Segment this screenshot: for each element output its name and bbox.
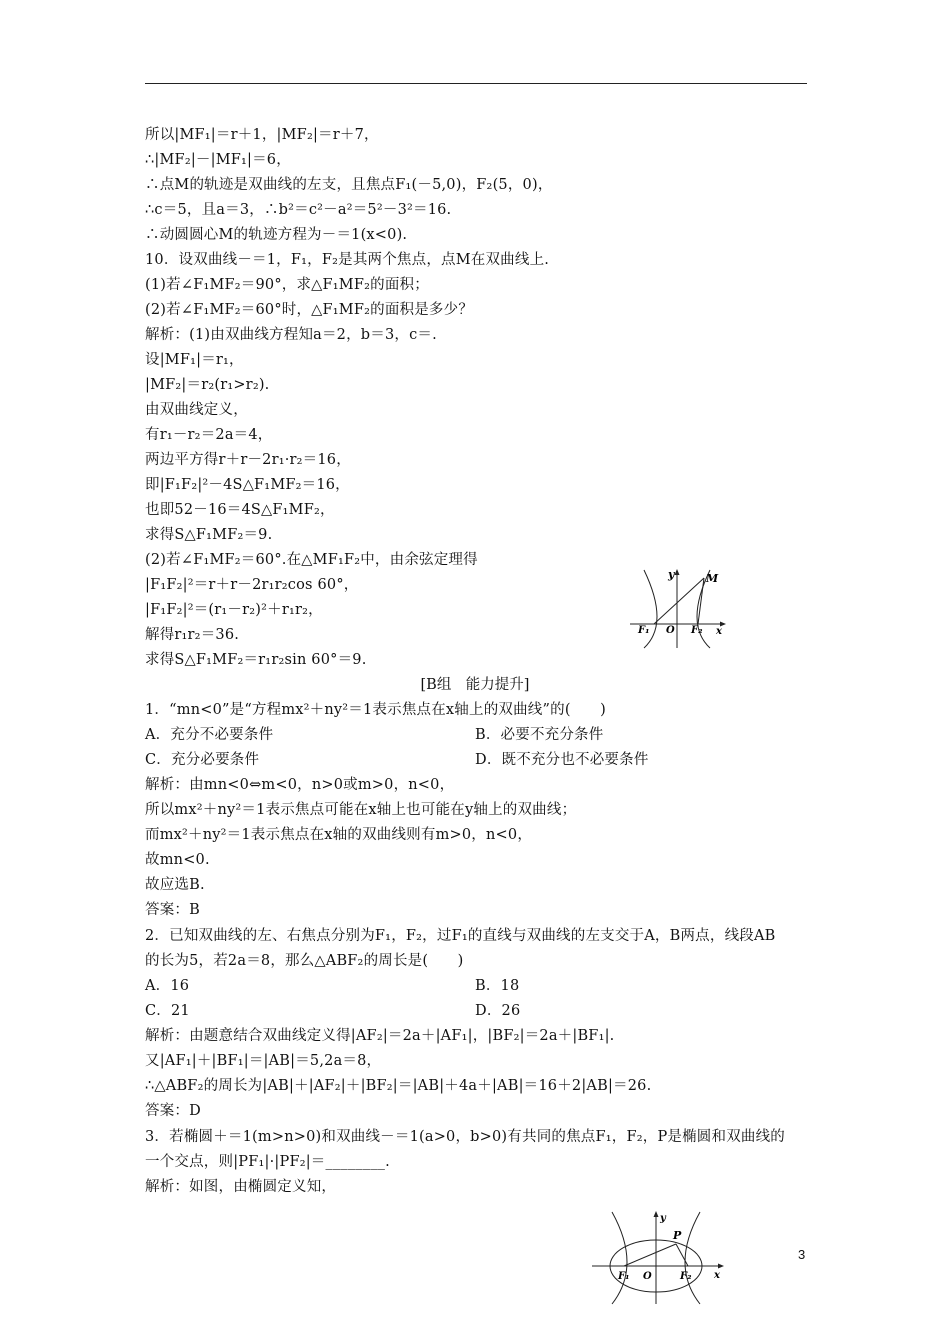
q1-option-b: B．必要不充分条件 bbox=[475, 727, 604, 743]
q2-option-b: B．18 bbox=[475, 978, 520, 994]
text-line: |MF₂|＝r₂(r₁>r₂). bbox=[145, 377, 270, 393]
figure1-y-label: y bbox=[668, 568, 675, 581]
q2-answer: 答案：D bbox=[145, 1103, 201, 1119]
question-2-stem: 2．已知双曲线的左、右焦点分别为F₁，F₂，过F₁的直线与双曲线的左支交于A，B两点，线段AB bbox=[145, 928, 776, 944]
figure2-x-label: x bbox=[714, 1270, 720, 1281]
text-line: |F₁F₂|²＝r＋r－2r₁r₂cos 60°， bbox=[145, 577, 359, 593]
problem-10-stem: 10．设双曲线－＝1，F₁，F₂是其两个焦点，点M在双曲线上. bbox=[145, 252, 550, 268]
q1-option-d: D．既不充分也不必要条件 bbox=[475, 752, 649, 768]
figure1-m-label: M bbox=[706, 572, 719, 585]
q2-analysis-line: 又|AF₁|＋|BF₁|＝|AB|＝5,2a＝8， bbox=[145, 1053, 382, 1069]
text-line: 所以|MF₁|＝r＋1，|MF₂|＝r＋7， bbox=[145, 127, 379, 143]
text-line: 解析：(1)由双曲线方程知a＝2，b＝3，c＝. bbox=[145, 327, 437, 343]
figure1-f1-label: F₁ bbox=[638, 625, 650, 636]
figure2-o-label: O bbox=[643, 1271, 652, 1282]
text-line: 也即52－16＝4S△F₁MF₂， bbox=[145, 502, 335, 518]
question-3-stem: 3．若椭圆＋＝1(m>n>0)和双曲线－＝1(a>0，b>0)有共同的焦点F₁，F₂，P是椭圆和双曲线的 bbox=[145, 1129, 785, 1145]
text-line: 有r₁－r₂＝2a＝4， bbox=[145, 427, 273, 443]
text-line: 两边平方得r＋r－2r₁·r₂＝16， bbox=[145, 452, 351, 468]
figure2-f1-label: F₁ bbox=[618, 1271, 630, 1282]
q2-analysis-line: ∴△ABF₂的周长为|AB|＋|AF₂|＋|BF₂|＝|AB|＋4a＋|AB|＝16＋2|AB|＝26. bbox=[145, 1078, 652, 1094]
q2-option-c: C．21 bbox=[145, 1003, 190, 1019]
q1-analysis-line: 故mn<0. bbox=[145, 852, 210, 868]
q2-option-a: A．16 bbox=[145, 978, 190, 994]
text-line: ∴c＝5，且a＝3，∴b²＝c²－a²＝5²－3²＝16. bbox=[145, 202, 452, 218]
q2-option-d: D．26 bbox=[475, 1003, 521, 1019]
text-line: ∴|MF₂|－|MF₁|＝6， bbox=[145, 152, 291, 168]
figure2-p-label: P bbox=[673, 1229, 682, 1242]
figure1-f2-label: F₂ bbox=[691, 625, 703, 636]
text-line: 由双曲线定义， bbox=[145, 402, 248, 418]
question-1-stem: 1．“mn<0”是“方程mx²＋ny²＝1表示焦点在x轴上的双曲线”的( ) bbox=[145, 702, 606, 718]
figure2-y-label: y bbox=[660, 1213, 666, 1224]
question-2-stem-cont: 的长为5，若2a＝8，那么△ABF₂的周长是( ) bbox=[145, 953, 464, 969]
q1-analysis-line: 解析：由mn<0⇔m<0，n>0或m>0，n<0， bbox=[145, 777, 455, 793]
figure1-x-label: x bbox=[716, 626, 722, 637]
text-line: ∴动圆圆心M的轨迹方程为－＝1(x<0). bbox=[145, 227, 408, 243]
page-number: 3 bbox=[798, 1247, 806, 1262]
text-line: 求得S△F₁MF₂＝r₁r₂sin 60°＝9. bbox=[145, 652, 367, 668]
header-rule bbox=[145, 83, 807, 84]
q1-answer: 答案：B bbox=[145, 902, 200, 918]
text-line: |F₁F₂|²＝(r₁－r₂)²＋r₁r₂， bbox=[145, 602, 323, 618]
q1-analysis-line: 所以mx²＋ny²＝1表示焦点可能在x轴上也可能在y轴上的双曲线； bbox=[145, 802, 577, 818]
text-line: 即|F₁F₂|²－4S△F₁MF₂＝16， bbox=[145, 477, 350, 493]
figure2-f2-label: F₂ bbox=[680, 1271, 692, 1282]
text-line: (1)若∠F₁MF₂＝90°，求△F₁MF₂的面积； bbox=[145, 277, 429, 293]
question-3-stem-cont: 一个交点，则|PF₁|·|PF₂|＝________. bbox=[145, 1154, 390, 1170]
text-line: ∴点M的轨迹是双曲线的左支，且焦点F₁(－5,0)，F₂(5，0)， bbox=[145, 177, 553, 193]
text-line: (2)若∠F₁MF₂＝60°.在△MF₁F₂中，由余弦定理得 bbox=[145, 552, 478, 568]
q1-analysis-line: 故应选B. bbox=[145, 877, 205, 893]
q2-analysis-line: 解析：由题意结合双曲线定义得|AF₂|＝2a＋|AF₁|，|BF₂|＝2a＋|BF₁|. bbox=[145, 1028, 615, 1044]
text-line: 解得r₁r₂＝36. bbox=[145, 627, 240, 643]
q1-analysis-line: 而mx²＋ny²＝1表示焦点在x轴的双曲线则有m>0，n<0， bbox=[145, 827, 533, 843]
ellipse-hyperbola-figure-2 bbox=[590, 1206, 730, 1306]
text-line: 求得S△F₁MF₂＝9. bbox=[145, 527, 273, 543]
text-line: 设|MF₁|＝r₁， bbox=[145, 352, 244, 368]
q1-option-a: A．充分不必要条件 bbox=[145, 727, 274, 743]
hyperbola-figure-1 bbox=[628, 566, 728, 650]
q1-option-c: C．充分必要条件 bbox=[145, 752, 260, 768]
q3-analysis-line: 解析：如图，由椭圆定义知， bbox=[145, 1179, 337, 1195]
figure1-o-label: O bbox=[666, 625, 675, 636]
text-line: (2)若∠F₁MF₂＝60°时，△F₁MF₂的面积是多少？ bbox=[145, 302, 474, 318]
section-title: [B组 能力提升] bbox=[420, 677, 530, 693]
